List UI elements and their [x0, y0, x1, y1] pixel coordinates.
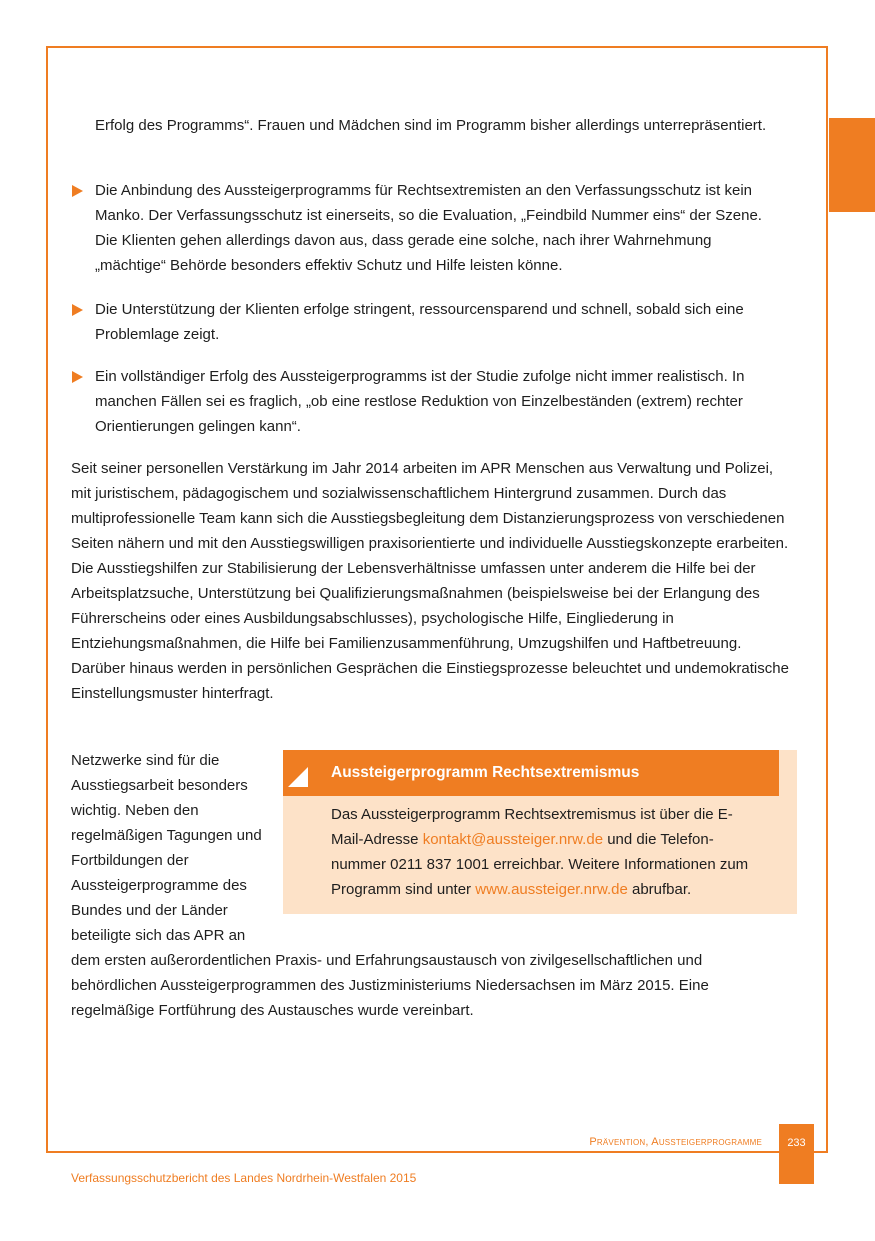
bullet-arrow-icon	[72, 304, 83, 316]
info-box	[283, 750, 797, 914]
body-paragraph: Seit seiner personellen Verstärkung im Jahr 2014 arbeiten im APR Menschen aus Verwaltung und Polizei, mit juristischem, pädagogischem und sozialwissenschaftlichem Hintergrund zusammen. Durch das multiprofessionelle Team kann sich die Ausstiegsbegleitung dem Distanzierungsprozess von verschiedenen Seiten nähern und mit den Ausstiegswilligen praxisorientierte und individuelle Ausstiegskonzepte erarbeiten. Die Ausstiegshilfen zur Stabilisierung der Lebensverhältnisse umfassen unter anderem die Hilfe bei der Arbeitsplatzsuche, Unterstützung bei Qualifizierungsmaßnahmen (beispielsweise bei der Erlangung des Führerscheins oder eines Ausbildungsabschlusses), psychologische Hilfe, Eingliederung in Entziehungsmaßnahmen, die Hilfe bei Familienzusammenführung, Umzugshilfen und Haftbetreuung. Darüber hinaus werden in persönlichen Gesprächen die Einstiegsprozesse beleuchtet und undemokratische Einstellungsmuster hinterfragt.	[71, 460, 789, 702]
bullet-item	[95, 178, 785, 278]
info-box-body	[331, 802, 761, 902]
footer-section-label: Prävention, Aussteigerprogramme	[589, 1136, 762, 1148]
info-text-1: Das Aussteigerprogramm Rechtsextremismus ist über die E-Mail-Adresse	[331, 806, 733, 848]
continuation-paragraph: dem ersten außerordentlichen Praxis- und Erfahrungsaustausch von zivilgesellschaftlichen und behördlichen Aussteigerprogrammen des Justizministeriums Niedersachsen im März 2015. Eine regelmäßige Fortführung des Austausches wurde vereinbart.	[71, 952, 709, 1019]
corner-triangle-icon	[288, 767, 308, 787]
bullet-text: Die Unterstützung der Klienten erfolge stringent, ressourcensparend und schnell, sobald sich eine Problemlage zeigt.	[95, 301, 744, 343]
bullet-item	[95, 297, 785, 347]
info-box-title: Aussteigerprogramm Rechtsextremismus	[331, 764, 640, 781]
paragraph-continuation: Erfolg des Programms“. Frauen und Mädchen sind im Programm bisher allerdings unterrepräsentiert.	[95, 117, 767, 134]
page-number: 233	[779, 1124, 814, 1184]
info-text-3: abrufbar.	[627, 881, 692, 898]
footer-publication: Verfassungsschutzbericht des Landes Nordrhein-Westfalen 2015	[71, 1171, 417, 1185]
bullet-text: Die Anbindung des Aussteigerprogramms für Rechtsextremisten an den Verfassungsschutz ist kein Manko. Der Verfassungsschutz ist einerseits, so die Evaluation, „Feindbild Nummer eins“ der Szene. Die Klienten gehen allerdings davon aus, dass gerade eine solche, nach ihrer Wahrnehmung „mächtige“ Behörde besonders effektiv Schutz und Hilfe leisten könne.	[95, 182, 762, 274]
website-link[interactable]: www.aussteiger.nrw.de	[475, 881, 628, 898]
side-tab-marker	[829, 118, 875, 212]
email-link[interactable]: kontakt@aussteiger.nrw.de	[422, 831, 604, 848]
info-box-header	[283, 750, 779, 796]
info-text-2: und die Telefonnummer 0211 837 1001 erreichbar. Weitere Informationen zum Programm sind unter	[331, 831, 749, 898]
bullet-item	[95, 364, 785, 439]
bullet-arrow-icon	[72, 371, 83, 383]
bullet-text: Ein vollständiger Erfolg des Aussteigerprogramms ist der Studie zufolge nicht immer realistisch. In manchen Fällen sei es fraglich, „ob eine restlose Reduktion von Einzelbeständen (extrem) rechter Orientierungen gelingen kann“.	[95, 368, 745, 435]
bullet-arrow-icon	[72, 185, 83, 197]
narrow-paragraph: Netzwerke sind für die Ausstiegsarbeit besonders wichtig. Neben den regelmäßigen Tagungen und Fortbildungen der Aussteigerprogramme des Bundes und der Länder beteiligte sich das APR an	[71, 752, 262, 944]
